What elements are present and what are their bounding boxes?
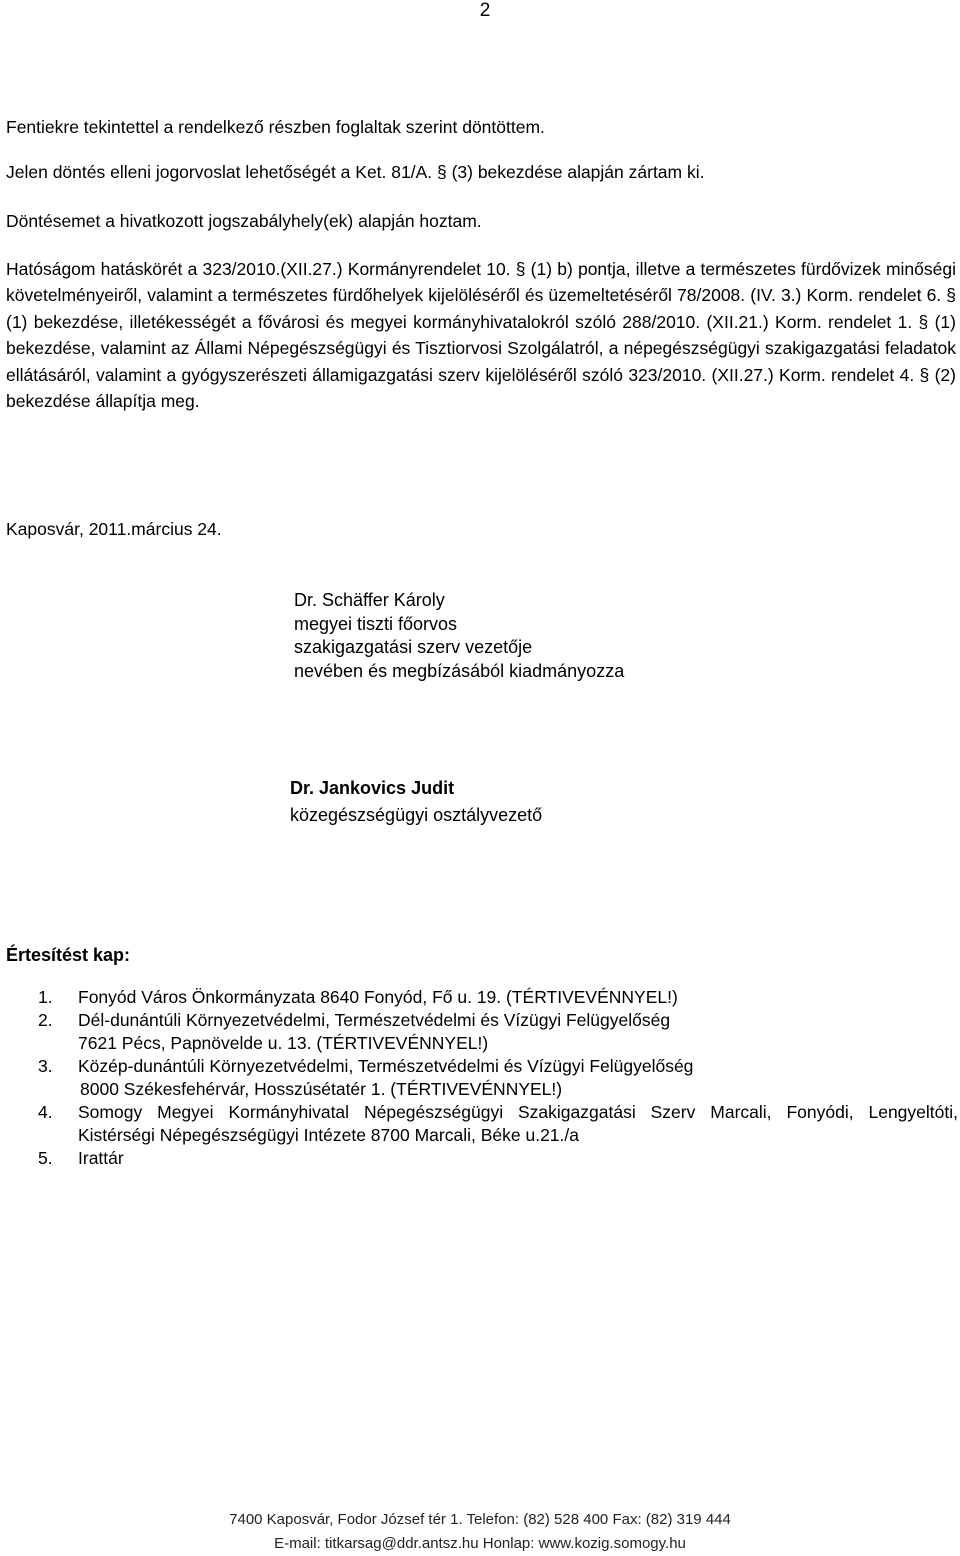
page-number: 2 — [479, 0, 491, 21]
list-item — [38, 986, 958, 1009]
recipients-list — [38, 986, 958, 1170]
list-item-text: Somogy Megyei Kormányhivatal Népegészségügyi Szakigazgatási Szerv Marcali, Fonyódi, Lengyeltóti, Kistérségi Népegészségügyi Intézete 8700 Marcali, Béke u.21./a — [78, 1102, 958, 1145]
list-item-number: 5. — [38, 1148, 53, 1168]
signatory-name: Dr. Schäffer Károly — [294, 590, 445, 610]
signatory-organization: szakigazgatási szerv vezetője — [294, 637, 533, 657]
list-item — [38, 1101, 958, 1147]
list-item-number: 1. — [38, 987, 53, 1007]
list-item — [38, 1055, 958, 1101]
list-item-text: Fonyód Város Önkormányzata 8640 Fonyód, Fő u. 19. (TÉRTIVEVÉNNYEL!) — [78, 987, 678, 1007]
paragraph-appeal: Jelen döntés elleni jogorvoslat lehetőségét a Ket. 81/A. § (3) bekezdése alapján zártam ki. — [6, 162, 705, 182]
issuer-name: Dr. Jankovics Judit — [290, 778, 455, 798]
footer-contact: E-mail: titkarsag@ddr.antsz.hu Honlap: www.kozig.somogy.hu — [274, 1535, 686, 1552]
signatory-authority: nevében és megbízásából kiadmányozza — [294, 660, 625, 681]
list-item-line: 8000 Székesfehérvár, Hosszúsétatér 1. (TÉRTIVEVÉNNYEL!) — [80, 1079, 563, 1099]
signature-block — [294, 589, 624, 683]
list-item-number: 3. — [38, 1056, 53, 1076]
issuer-title: közegészségügyi osztályvezető — [290, 805, 543, 825]
footer — [0, 1508, 960, 1556]
list-item-line: Dél-dunántúli Környezetvédelmi, Természetvédelmi és Vízügyi Felügyelőség — [78, 1010, 671, 1030]
footer-address: 7400 Kaposvár, Fodor József tér 1. Telefon: (82) 528 400 Fax: (82) 319 444 — [229, 1511, 731, 1528]
paragraph-competence: Hatóságom hatáskörét a 323/2010.(XII.27.) Kormányrendelet 10. § (1) b) pontja, illetve a természetes fürdővizek minőségi követelményeiről, valamint a természetes fürdőhelyek kijelöléséről és üzemeltetéséről 78/2008. (IV. 3.) Korm. rendelet 6. § (1) bekezdése, illetékességét a fővárosi és megyei kormányhivatalokról szóló 288/2010. (XII.21.) Korm. rendelet 1. § (1) bekezdése, valamint az Állami Népegészségügyi és Tisztiorvosi Szolgálatról, a népegészségügyi szakigazgatási feladatok ellátásáról, valamint a gyógyszerészeti államigazgatási szerv kijelöléséről szóló 323/2010. (XII.27.) Korm. rendelet 4. § (2) bekezdése állapítja meg. — [6, 259, 956, 412]
paragraph-legal-basis: Döntésemet a hivatkozott jogszabályhely(ek) alapján hoztam. — [6, 211, 482, 231]
list-item — [38, 1009, 958, 1055]
signatory-title: megyei tiszti főorvos — [294, 613, 458, 634]
list-item-line: Közép-dunántúli Környezetvédelmi, Természetvédelmi és Vízügyi Felügyelőség — [78, 1056, 694, 1076]
issuer-block — [290, 775, 542, 829]
list-item-text — [78, 1009, 958, 1055]
list-item — [38, 1147, 958, 1170]
place-date: Kaposvár, 2011.március 24. — [6, 519, 222, 539]
list-item-number: 2. — [38, 1010, 53, 1030]
list-item-text — [78, 1055, 958, 1101]
recipients-heading: Értesítést kap: — [6, 945, 131, 965]
list-item-number: 4. — [38, 1102, 53, 1122]
paragraph-decision: Fentiekre tekintettel a rendelkező részben foglaltak szerint döntöttem. — [6, 117, 545, 137]
list-item-text: Irattár — [78, 1148, 124, 1168]
list-item-line: 7621 Pécs, Papnövelde u. 13. (TÉRTIVEVÉNNYEL!) — [78, 1033, 489, 1053]
